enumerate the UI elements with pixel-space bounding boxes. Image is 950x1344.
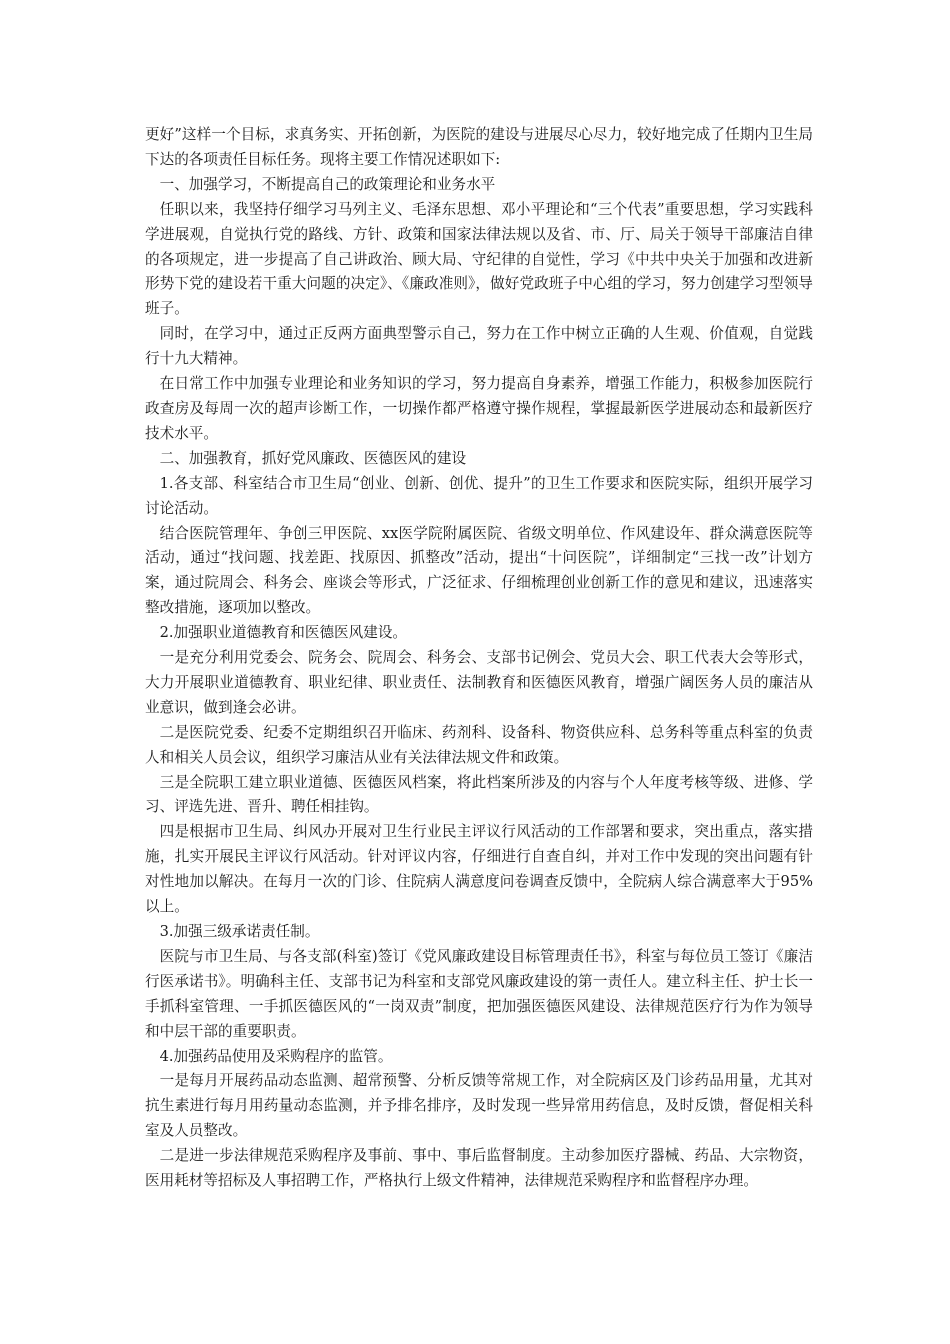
paragraph: 一是充分利用党委会、院务会、院周会、科务会、支部书记例会、党员大会、职工代表大会等形式，大力开展职业道德教育、职业纪律、职业责任、法制教育和医德医风教育，增强广阔医务人员的廉洁从业意识，做到逢会必讲。 [145,649,813,716]
document-body [145,123,813,1194]
paragraph: 4.加强药品使用及采购程序的监管。 [159,1047,393,1065]
paragraph: 三是全院职工建立职业道德、医德医风档案，将此档案所涉及的内容与个人年度考核等级、进修、学习、评选先进、晋升、聘任相挂钩。 [145,773,813,816]
paragraph: 四是根据市卫生局、纠风办开展对卫生行业民主评议行风活动的工作部署和要求，突出重点，落实措施，扎实开展民主评议行风活动。针对评议内容，仔细进行自查自纠，并对工作中发现的突出问题有针对性地加以解决。在每月一次的门诊、住院病人满意度问卷调查反馈中，全院病人综合满意率大于95%以上。 [145,823,813,916]
paragraph: 任职以来，我坚持仔细学习马列主义、毛泽东思想、邓小平理论和“三个代表”重要思想，学习实践科学进展观，自觉执行党的路线、方针、政策和国家法律法规以及省、市、厅、局关于领导干部廉洁自律的各项规定，进一步提高了自己讲政治、顾大局、守纪律的自觉性，学习《中共中央关于加强和改进新形势下党的建设若干重大问题的决定》、《廉政准则》，做好党政班子中心组的学习，努力创建学习型领导班子。 [145,200,813,318]
paragraph: 二是进一步法律规范采购程序及事前、事中、事后监督制度。主动参加医疗器械、药品、大宗物资，医用耗材等招标及人事招聘工作，严格执行上级文件精神，法律规范采购程序和监督程序办理。 [145,1147,813,1190]
paragraph: 在日常工作中加强专业理论和业务知识的学习，努力提高自身素养，增强工作能力，积极参加医院行政查房及每周一次的超声诊断工作，一切操作都严格遵守操作规程，掌握最新医学进展动态和最新医疗技术水平。 [145,375,813,442]
paragraph: 3.加强三级承诺责任制。 [159,923,320,940]
paragraph: 更好”这样一个目标，求真务实、开拓创新，为医院的建设与进展尽心尽力，较好地完成了任期内卫生局下达的各项责任目标任务。现将主要工作情况述职如下: [145,126,813,168]
paragraph: 1.各支部、科室结合市卫生局“创业、创新、创优、提升”的卫生工作要求和医院实际，组织开展学习讨论活动。 [145,474,813,517]
paragraph: 医院与市卫生局、与各支部(科室)签订《党风廉政建设目标管理责任书》，科室与每位员工签订《廉洁行医承诺书》。明确科主任、支部书记为科室和支部党风廉政建设的第一责任人。建立科主任、护士长一手抓科室管理、一手抓医德医风的“一岗双责”制度，把加强医德医风建设、法律规范医疗行为作为领导和中层干部的重要职责。 [145,947,813,1040]
paragraph: 结合医院管理年、争创三甲医院、xx医学院附属医院、省级文明单位、作风建设年、群众满意医院等活动，通过“找问题、找差距、找原因、抓整改”活动，提出“十问医院”，详细制定“三找一改”计划方案，通过院周会、科务会、座谈会等形式，广泛征求、仔细梳理创业创新工作的意见和建议，迅速落实整改措施，逐项加以整改。 [145,524,813,617]
paragraph: 同时，在学习中，通过正反两方面典型警示自己，努力在工作中树立正确的人生观、价值观，自觉践行十九大精神。 [145,325,813,368]
paragraph: 二是医院党委、纪委不定期组织召开临床、药剂科、设备科、物资供应科、总务科等重点科室的负责人和相关人员会议，组织学习廉洁从业有关法律法规文件和政策。 [145,723,813,766]
paragraph: 二、加强教育，抓好党风廉政、医德医风的建设 [159,449,467,467]
paragraph: 2.加强职业道德教育和医德医风建设。 [159,624,408,642]
paragraph: 一是每月开展药品动态监测、超常预警、分析反馈等常规工作，对全院病区及门诊药品用量，尤其对抗生素进行每月用药量动态监测，并予排名排序，及时发现一些异常用药信息，及时反馈，督促相关科室及人员整改。 [145,1072,813,1140]
paragraph: 一、加强学习，不断提高自己的政策理论和业务水平 [159,175,496,193]
